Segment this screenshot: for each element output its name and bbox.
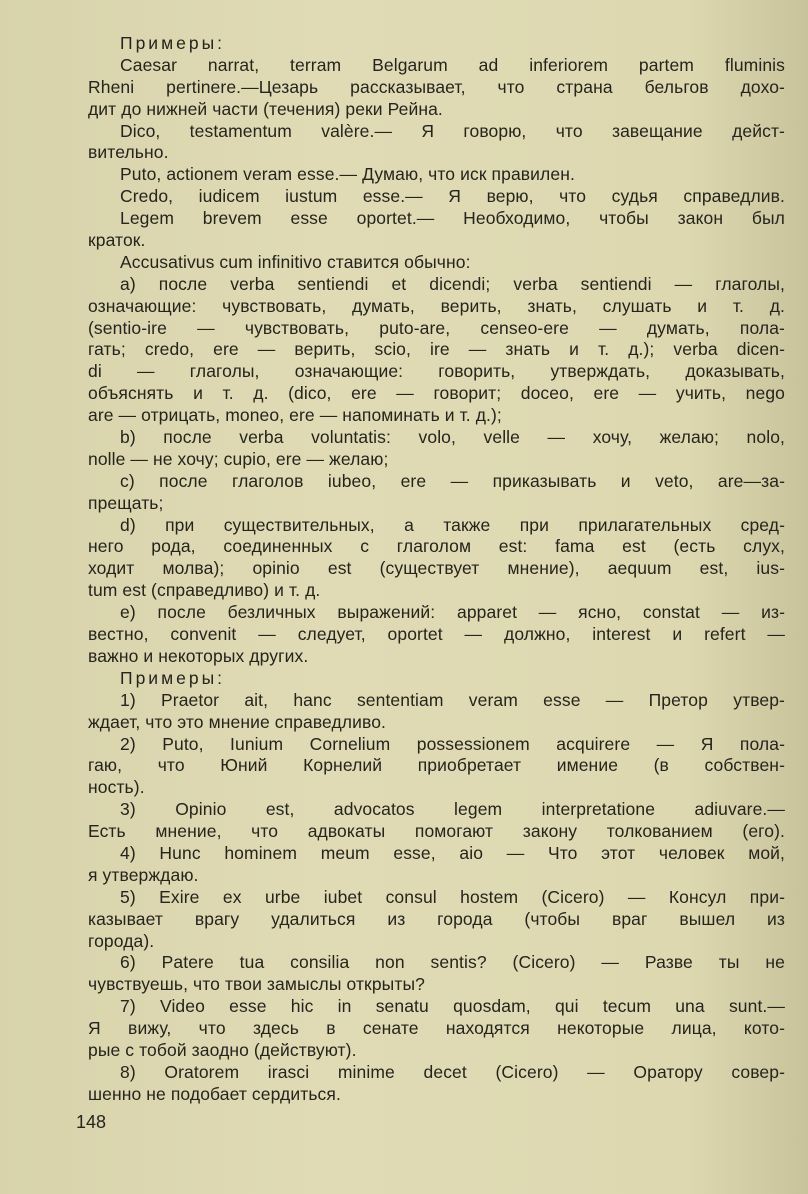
text-line: Rheni pertinere.—Цезарь рассказывает, что страна бельгов дохо- [88, 76, 785, 97]
text-line: гать; credo, ere — верить, scio, ire — знать и т. д.); verba dicen- [88, 339, 785, 360]
text-line: города). [88, 930, 155, 951]
text-line: краток. [88, 230, 146, 251]
text-line: объяснять и т. д. (dico, ere — говорит; doceo, ere — учить, nego [88, 383, 785, 404]
text-line: гаю, что Юний Корнелий приобретает имение (в собствен- [88, 755, 785, 776]
text-line: tum est (справедливо) и т. д. [88, 580, 321, 601]
text-line: рые с тобой заодно (действуют). [88, 1039, 357, 1060]
text-line: 6) Patere tua consilia non sentis? (Cicero) — Разве ты не [120, 952, 785, 973]
text-line: 7) Video esse hic in senatu quosdam, qui tecum una sunt.— [120, 996, 785, 1017]
text-line: вительно. [88, 142, 169, 163]
text-line: него рода, соединенных с глаголом est: fama est (есть слух, [88, 536, 785, 557]
text-line: nolle — не хочу; cupio, ere — желаю; [88, 448, 389, 469]
text-line: ность). [88, 777, 145, 798]
text-line: дит до нижней части (течения) реки Рейна. [88, 98, 443, 119]
text-line: прещать; [88, 492, 164, 513]
text-line: Я вижу, что здесь в сенате находятся некоторые лица, кото- [88, 1018, 785, 1039]
text-line: Puto, actionem veram esse.— Думаю, что иск правилен. [120, 164, 575, 185]
page-number: 148 [76, 1112, 107, 1132]
text-line: are — отрицать, moneo, ere — напоминать и т. д.); [88, 405, 502, 426]
text-line: e) после безличных выражений: apparet — ясно, constat — из- [120, 602, 785, 623]
heading-examples: Примеры: [120, 33, 226, 53]
text-line: Есть мнение, что адвокаты помогают закону толкованием (его). [88, 821, 785, 842]
text-line: b) после verba voluntatis: volo, velle — хочу, желаю; nolo, [120, 427, 785, 448]
text-line: 4) Hunc hominem meum esse, aio — Что этот человек мой, [120, 842, 785, 863]
text-line: (sentio-ire — чувствовать, puto-are, censeo-ere — думать, пола- [88, 317, 785, 338]
heading-examples: Примеры: [120, 667, 226, 688]
text-line: ходит молва); opinio est (существует мнение), aequum est, ius- [88, 558, 785, 579]
text-line: 1) Praetor ait, hanc sententiam veram esse — Претор утвер- [120, 689, 785, 710]
text-line: ждает, что это мнение справедливо. [88, 711, 386, 732]
text-line: важно и некоторых других. [88, 645, 309, 666]
text-line: вестно, convenit — следует, oportet — должно, interest и refert — [88, 624, 785, 645]
text-line: a) после verba sentiendi et dicendi; verba sentiendi — глаголы, [120, 273, 785, 294]
text-line: Credo, iudicem iustum esse.— Я верю, что судья справедлив. [120, 186, 785, 207]
text-line: 8) Oratorem irasci minime decet (Cicero) — Оратору совер- [120, 1061, 785, 1082]
text-line: казывает врагу удалиться из города (чтобы враг вышел из [88, 908, 785, 929]
text-line: Caesar narrat, terram Belgarum ad inferiorem partem fluminis [120, 54, 785, 75]
text-line: чувствуешь, что твои замыслы открыты? [88, 974, 425, 995]
text-line: 2) Puto, Iunium Cornelium possessionem acquirere — Я пола- [120, 733, 785, 754]
text-line: di — глаголы, означающие: говорить, утверждать, доказывать, [88, 361, 785, 382]
text-line: шенно не подобает сердиться. [88, 1083, 341, 1104]
text-line: Legem brevem esse oportet.— Необходимо, чтобы закон был [120, 208, 785, 229]
text-line: Accusativus cum infinitivo ставится обычно: [120, 251, 471, 272]
text-line: Dico, testamentum valère.— Я говорю, что завещание дейст- [120, 120, 785, 141]
text-line: d) при существительных, а также при прилагательных сред- [120, 514, 785, 535]
page-text [88, 33, 785, 1106]
text-line: c) после глаголов iubeo, ere — приказывать и veto, are—за- [120, 470, 785, 491]
text-line: 5) Exire ex urbe iubet consul hostem (Cicero) — Консул при- [120, 886, 785, 907]
text-line: 3) Opinio est, advocatos legem interpretatione adiuvare.— [120, 799, 785, 820]
text-line: я утверждаю. [88, 864, 199, 885]
text-line: означающие: чувствовать, думать, верить, знать, слушать и т. д. [88, 295, 785, 316]
